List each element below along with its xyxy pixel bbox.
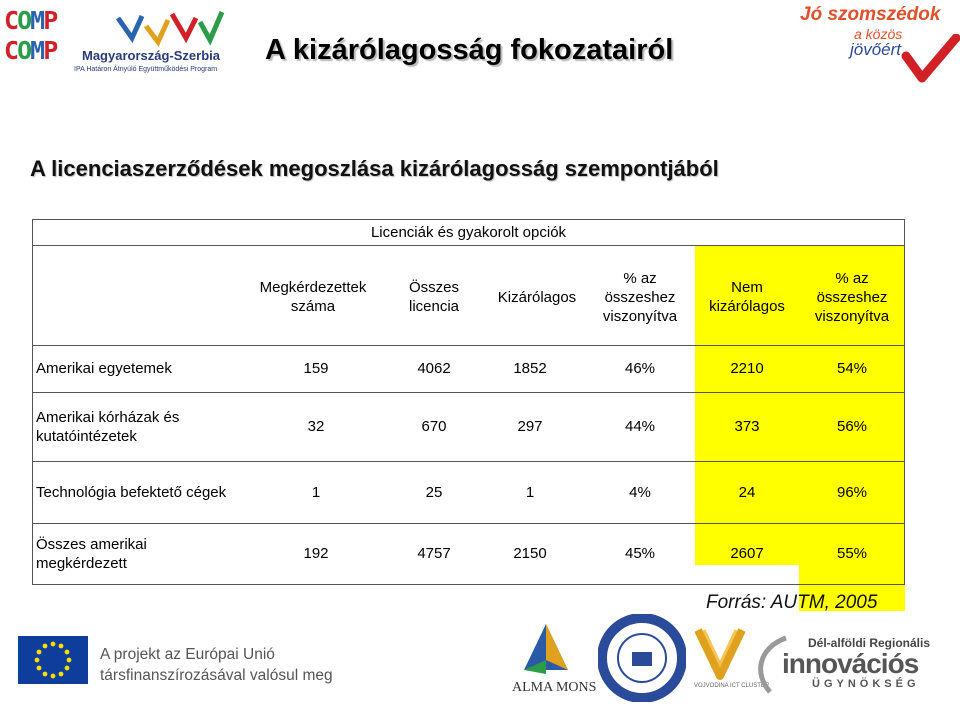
innovation-line-3: ÜGYNÖKSÉG <box>812 678 920 690</box>
column-header: Kizárólagos <box>497 288 577 306</box>
logo-line-1: Jó szomszédok <box>800 4 941 25</box>
innovation-agency-logo <box>752 634 960 696</box>
table-cell: 297 <box>517 418 543 435</box>
innovation-line-1: Dél-alföldi Regionális <box>808 636 931 650</box>
program-name: Magyarország-Szerbia <box>82 48 220 63</box>
row-label: Összes amerikai megkérdezett <box>36 535 147 572</box>
comp-logo <box>4 6 68 68</box>
comp-letter: P <box>43 6 57 35</box>
grid-line <box>32 584 905 585</box>
eu-text-line-1: A projekt az Európai Unió <box>100 646 275 663</box>
comp-letter: O <box>17 36 31 65</box>
column-header: % az összeshez viszonyítva <box>814 269 890 325</box>
table-cell: 56% <box>836 418 868 435</box>
table-cell: 4% <box>629 483 651 501</box>
table-cell: 25 <box>425 483 443 501</box>
table-cell: 46% <box>624 360 656 377</box>
row-label: Amerikai kórházak és kutatóintézetek <box>36 408 180 445</box>
comp-logo-row-2 <box>4 36 68 66</box>
table-cell: 55% <box>836 545 868 562</box>
pyramid-icon <box>506 620 584 680</box>
grid-line <box>32 245 905 246</box>
table-cell: 2607 <box>730 545 764 562</box>
table-cell: 373 <box>734 418 760 435</box>
eu-flag-icon <box>18 636 88 684</box>
page-title: A kizárólagosság fokozatairól <box>265 34 674 66</box>
table-cell: 96% <box>836 483 868 501</box>
comp-logo-row-1 <box>4 6 68 36</box>
source-note: Forrás: AUTM, 2005 <box>706 592 878 613</box>
table-cell: 159 <box>303 360 329 377</box>
university-seal-icon <box>598 614 686 702</box>
table-cell: 4062 <box>417 360 451 377</box>
column-header: % az összeshez viszonyítva <box>602 269 678 325</box>
eu-text-line-2: társfinanszírozásával valósul meg <box>100 667 333 684</box>
comp-letter: P <box>43 36 57 65</box>
column-header: Nem kizárólagos <box>709 279 785 315</box>
alma-mons-logo <box>506 620 597 702</box>
good-neighbours-logo <box>792 2 960 86</box>
university-seal-logo <box>598 614 686 702</box>
licence-table <box>32 219 905 585</box>
comp-letter: M <box>30 36 44 65</box>
eu-stars-icon <box>18 636 88 684</box>
program-subtitle: IPA Határon Átnyúló Együttműködési Program <box>74 66 218 73</box>
vojvodina-text: VOJVODINA ICT CLUSTER <box>694 683 770 689</box>
column-header: Összes licencia <box>408 279 460 315</box>
table-cell: 2150 <box>513 545 547 562</box>
table-cell: 670 <box>421 418 447 435</box>
table-cell: 4757 <box>417 545 451 562</box>
table-cell: 24 <box>738 483 756 501</box>
table-cell: 192 <box>303 545 329 562</box>
section-subtitle: A licenciaszerződések megoszlása kizárólagosság szempontjából <box>30 156 719 181</box>
comp-letter: C <box>4 36 18 65</box>
eu-funding-text <box>100 644 333 686</box>
checkmark-icon <box>900 34 960 84</box>
logo-line-2: a közös <box>854 26 903 42</box>
table-group-header: Licenciák és gyakorolt opciók <box>370 223 567 241</box>
table-cell: 32 <box>307 418 325 435</box>
table-cell: 2210 <box>730 360 764 377</box>
program-ribbon-icon <box>112 8 242 48</box>
vojvodina-cluster-logo <box>690 622 770 702</box>
table-cell: 45% <box>624 545 656 562</box>
column-header: Megkérdezettek száma <box>259 279 367 315</box>
table-cell: 1852 <box>513 360 547 377</box>
alma-mons-text: ALMA MONS <box>512 680 597 695</box>
comp-letter: O <box>17 6 31 35</box>
row-label: Technológia befektető cégek <box>36 483 227 501</box>
table-cell: 1 <box>311 483 321 501</box>
innovation-line-2: innovációs <box>782 648 919 679</box>
table-cell: 54% <box>836 360 868 377</box>
hungary-serbia-program-logo <box>74 8 252 74</box>
table-cell: 44% <box>624 418 656 435</box>
logo-line-3: jövőért <box>850 40 902 59</box>
row-label: Amerikai egyetemek <box>36 360 172 377</box>
vojvodina-icon <box>690 622 750 680</box>
table-cell: 1 <box>525 483 535 501</box>
grid-line <box>32 219 33 585</box>
comp-letter: M <box>30 6 44 35</box>
comp-letter: C <box>4 6 18 35</box>
